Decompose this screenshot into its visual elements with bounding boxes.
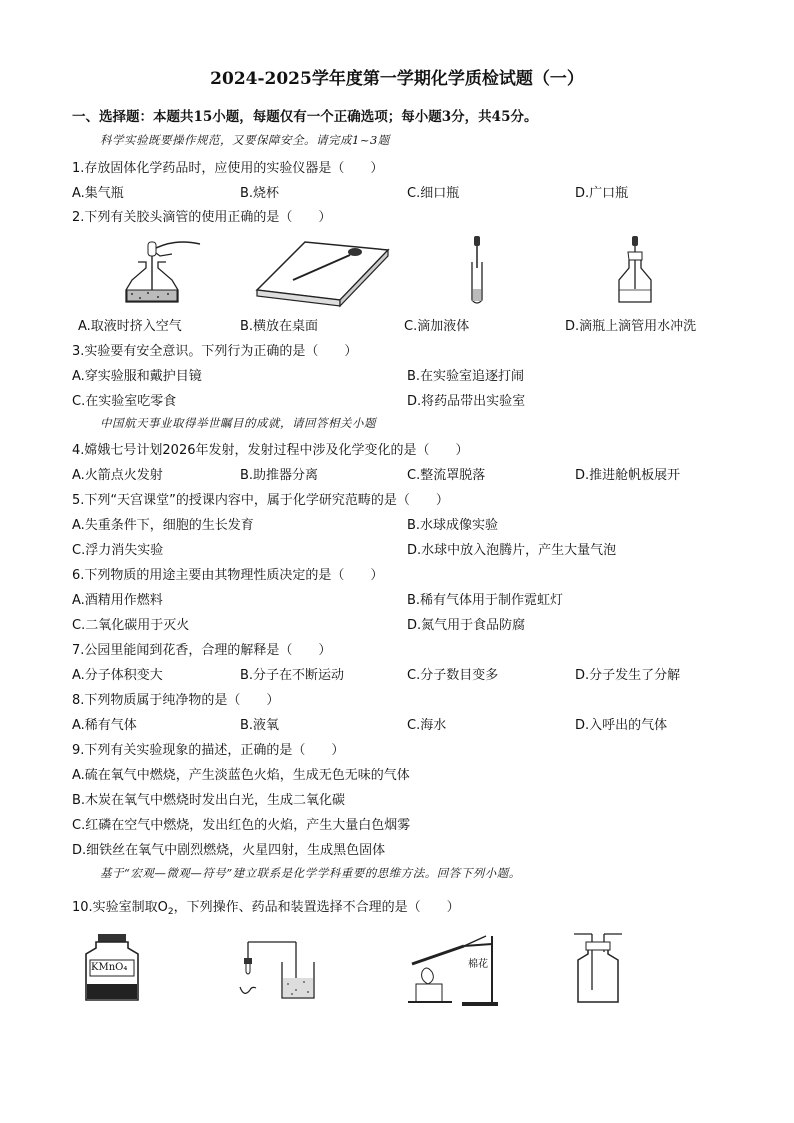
intro-note-1: 科学实验既要操作规范，又要保障安全。请完成1~3题 — [100, 133, 390, 147]
q2-option-d[interactable]: D.滴瓶上滴管用水冲洗 — [565, 319, 697, 334]
q1-option-b[interactable]: B.烧杯 — [240, 186, 280, 201]
q2-option-b[interactable]: B.横放在桌面 — [240, 319, 319, 334]
question-1-stem: 1.存放固体化学药品时，应使用的实验仪器是（ ） — [72, 161, 384, 176]
q4-option-c[interactable]: C.整流罩脱落 — [407, 468, 486, 483]
q4-option-d[interactable]: D.推进舱帆板展开 — [575, 468, 681, 483]
question-2-stem: 2.下列有关胶头滴管的使用正确的是（ ） — [72, 210, 332, 225]
q9-option-a[interactable]: A.硫在氧气中燃烧，产生淡蓝色火焰，生成无色无味的气体 — [72, 768, 410, 783]
q6-option-d[interactable]: D.氮气用于食品防腐 — [407, 618, 526, 633]
question-8-stem: 8.下列物质属于纯净物的是（ ） — [72, 693, 280, 708]
q6-option-c[interactable]: C.二氧化碳用于灭火 — [72, 618, 190, 633]
q9-option-b[interactable]: B.木炭在氧气中燃烧时发出白光，生成二氧化碳 — [72, 793, 346, 808]
q3-option-a[interactable]: A.穿实验服和戴护目镜 — [72, 369, 202, 384]
q5-option-a[interactable]: A.失重条件下，细胞的生长发育 — [72, 518, 254, 533]
q7-option-c[interactable]: C.分子数目变多 — [407, 668, 499, 683]
gas-collection-bottle-figure — [570, 930, 626, 1004]
airtightness-check-figure — [236, 932, 326, 1002]
q3-option-d[interactable]: D.将药品带出实验室 — [407, 394, 526, 409]
q4-option-a[interactable]: A.火箭点火发射 — [72, 468, 163, 483]
dropper-drip-figure — [468, 234, 488, 306]
question-3-stem: 3.实验要有安全意识。下列行为正确的是（ ） — [72, 344, 358, 359]
q9-option-d[interactable]: D.细铁丝在氧气中剧烈燃烧，火星四射，生成黑色固体 — [72, 843, 386, 858]
dropper-bottle-figure — [615, 234, 655, 306]
q2-option-c[interactable]: C.滴加液体 — [404, 319, 470, 334]
q10-stem-subscript: 2 — [167, 907, 174, 917]
question-4-stem: 4.嫦娥七号计划2026年发射，发射过程中涉及化学变化的是（ ） — [72, 443, 469, 458]
q5-option-d[interactable]: D.水球中放入泡腾片，产生大量气泡 — [407, 543, 617, 558]
q8-option-b[interactable]: B.液氧 — [240, 718, 280, 733]
q9-option-c[interactable]: C.红磷在空气中燃烧，发出红色的火焰，产生大量白色烟雾 — [72, 818, 411, 833]
intro-note-3: 基于“宏观—微观—符号”建立联系是化学学科重要的思维方法。回答下列小题。 — [100, 866, 521, 880]
q3-option-b[interactable]: B.在实验室追逐打闹 — [407, 369, 525, 384]
q6-option-a[interactable]: A.酒精用作燃料 — [72, 593, 163, 608]
q6-option-b[interactable]: B.稀有气体用于制作霓虹灯 — [407, 593, 564, 608]
question-9-stem: 9.下列有关实验现象的描述，正确的是（ ） — [72, 743, 345, 758]
q7-option-d[interactable]: D.分子发生了分解 — [575, 668, 681, 683]
intro-note-2: 中国航天事业取得举世瞩目的成就，请回答相关小题 — [100, 416, 376, 430]
q8-option-a[interactable]: A.稀有气体 — [72, 718, 137, 733]
q8-option-c[interactable]: C.海水 — [407, 718, 447, 733]
dropper-squeeze-figure — [112, 232, 202, 307]
dropper-on-table-figure — [255, 240, 390, 308]
q5-option-c[interactable]: C.浮力消失实验 — [72, 543, 164, 558]
q7-option-a[interactable]: A.分子体积变大 — [72, 668, 163, 683]
kmno4-label: KMnO₄ — [91, 962, 128, 973]
q1-option-a[interactable]: A.集气瓶 — [72, 186, 124, 201]
q7-option-b[interactable]: B.分子在不断运动 — [240, 668, 345, 683]
q3-option-c[interactable]: C.在实验室吃零食 — [72, 394, 177, 409]
q8-option-d[interactable]: D.入呼出的气体 — [575, 718, 668, 733]
section-heading: 一、选择题：本题共15小题，每题仅有一个正确选项；每小题3分，共45分。 — [72, 109, 538, 125]
question-7-stem: 7.公园里能闻到花香，合理的解释是（ ） — [72, 643, 332, 658]
q1-option-c[interactable]: C.细口瓶 — [407, 186, 460, 201]
question-6-stem: 6.下列物质的用途主要由其物理性质决定的是（ ） — [72, 568, 384, 583]
cotton-label: 棉花 — [468, 959, 488, 970]
q1-option-d[interactable]: D.广口瓶 — [575, 186, 629, 201]
question-10-stem — [72, 896, 460, 917]
question-5-stem: 5.下列“天宫课堂”的授课内容中，属于化学研究范畴的是（ ） — [72, 493, 449, 508]
page-title: 2024-2025学年度第一学期化学质检试题（一） — [210, 69, 584, 89]
q5-option-b[interactable]: B.水球成像实验 — [407, 518, 499, 533]
q10-stem-pre: 10.实验室制取O — [72, 900, 168, 915]
q2-option-a[interactable]: A.取液时挤入空气 — [78, 319, 182, 334]
q4-option-b[interactable]: B.助推器分离 — [240, 468, 319, 483]
q10-stem-post: ，下列操作、药品和装置选择不合理的是（ ） — [173, 900, 460, 915]
